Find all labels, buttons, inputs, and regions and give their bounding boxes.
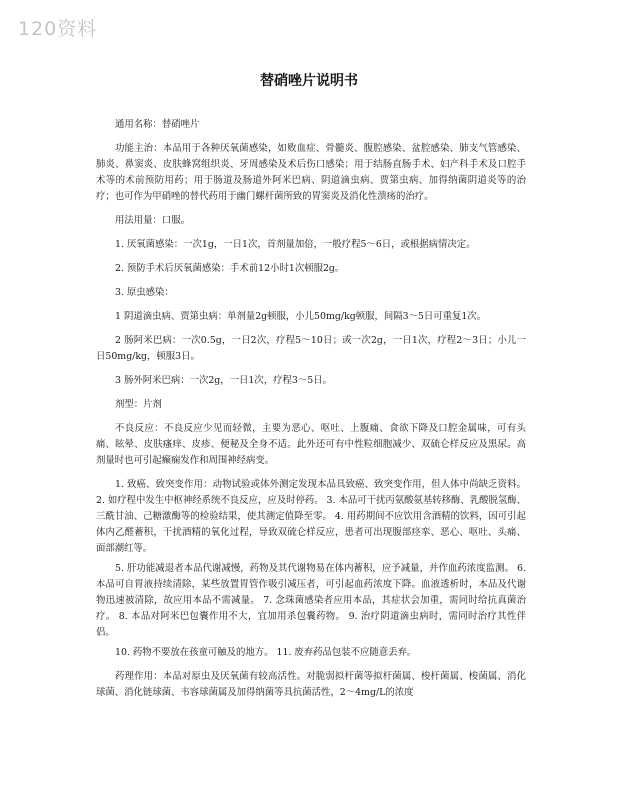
precautions-part-1: 1. 致癌、致突变作用：动物试验或体外测定发现本品具致癌、致突变作用，但人体中尚缺乏资料。 2. 如疗程中发生中枢神经系统不良反应，应及时停药。 3. 本品可干扰丙氨酸氨基转移酶、乳酸脱氢酶、三酰甘油、己糖激酶等的检验结果，使其测定值降至零。 4. 用药期间不应饮用含酒精的饮料，因可引起体内乙醛蓄积，干扰酒精的氧化过程，导致双硫仑样反应，患者可出现腹部痉挛、恶心、呕吐、头痛、面部潮红等。 [96,479,526,554]
dosage-protozoal-heading: 3. 原虫感染： [115,287,174,298]
precautions-part-3: 10. 药物不要放在孩童可触及的地方。 11. 废弃药品包装不应随意丢弃。 [115,647,417,658]
dosage-extraintestinal-amoebiasis: 3 肠外阿米巴病：一次2g，一日1次，疗程3～5日。 [115,375,332,386]
precautions-part-2: 5. 肝功能减退者本品代谢减慢，药物及其代谢物易在体内蓄积，应予减量，并作血药浓度监测。 6. 本品可自胃液持续清除，某些放置胃管作吸引减压者，可引起血药浓度下降。血液透析时，本品及代谢物迅速被清除，故应用本品不需减量。 7. 念珠菌感染者应用本品，其症状会加重，需同时给抗真菌治疗。 8. 本品对阿米巴包囊作用不大，宜加用杀包囊药物。 9. 治疗阴道滴虫病时，需同时治疗其性伴侣。 [96,563,526,638]
indications: 功能主治：本品用于各种厌氧菌感染，如败血症、骨髓炎、腹腔感染、盆腔感染、肺支气管感染、肺炎、鼻窦炎、皮肤蜂窝组织炎、牙周感染及术后伤口感染；用于结肠直肠手术、妇产科手术及口腔手术等的术前预防用药；用于肠道及肠道外阿米巴病、阴道滴虫病、贾第虫病、加得纳菌阴道炎等的治疗；也可作为甲硝唑的替代药用于幽门螺杆菌所致的胃窦炎及消化性溃疡的治疗。 [96,143,526,202]
document-body [96,117,526,701]
dosage-heading: 用法用量：口服。 [115,215,191,226]
adverse-reactions: 不良反应：不良反应少见而轻微，主要为恶心、呕吐、上腹痛、食欲下降及口腔金属味，可有头痛、眩晕、皮肤瘙痒、皮疹、便秘及全身不适。此外还可有中性粒细胞减少、双硫仑样反应及黑尿。高剂量时也可引起癫痫发作和周围神经病变。 [96,423,526,466]
dosage-intestinal-amoebiasis: 2 肠阿米巴病：一次0.5g，一日2次，疗程5～10日；或一次2g，一日1次，疗程2～3日；小儿一日50mg/kg，顿服3日。 [96,335,526,362]
dosage-prophylaxis: 2. 预防手术后厌氧菌感染：手术前12小时1次顿服2g。 [115,263,345,274]
generic-name: 通用名称：替硝唑片 [115,119,200,130]
watermark-logo: 120资料 [18,18,98,40]
document-title: 替硝唑片说明书 [260,73,358,89]
pharmacology: 药理作用：本品对原虫及厌氧菌有较高活性。对脆弱拟杆菌等拟杆菌属、梭杆菌属、梭菌属、消化球菌、消化链球菌、韦容球菌属及加得纳菌等具抗菌活性，2～4mg/L的浓度 [96,671,526,698]
dosage-anaerobic: 1. 厌氧菌感染：一次1g，一日1次，首剂量加倍，一般疗程5～6日，或根据病情决定。 [115,239,476,250]
dosage-form: 剂型：片剂 [115,399,162,410]
dosage-trichomoniasis: 1 阴道滴虫病、贾第虫病：单剂量2g顿服，小儿50mg/kg顿服，间隔3～5日可重复1次。 [115,311,487,322]
